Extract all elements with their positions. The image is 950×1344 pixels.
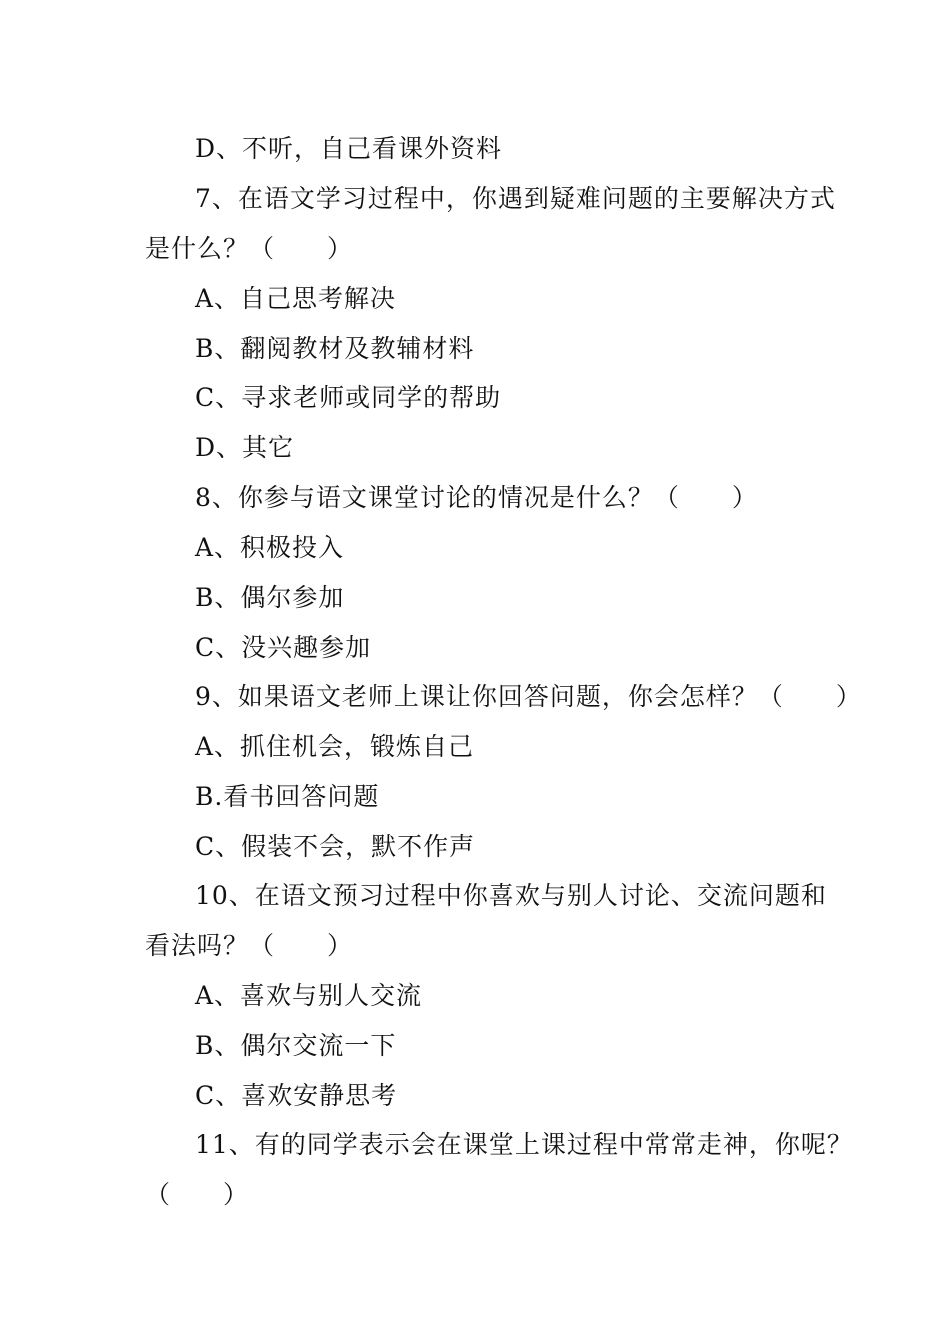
option-a-q10: A、喜欢与别人交流 bbox=[195, 981, 423, 1010]
option-d-q6: D、不听，自己看课外资料 bbox=[195, 134, 503, 163]
question-10-continued: 看法吗？（ ） bbox=[145, 931, 354, 960]
option-a-q8: A、积极投入 bbox=[195, 533, 345, 562]
option-d-q7: D、其它 bbox=[195, 433, 295, 462]
option-c-q9: C、假装不会，默不作声 bbox=[195, 832, 476, 861]
option-b-q9: B.看书回答问题 bbox=[195, 782, 380, 811]
option-c-q7: C、寻求老师或同学的帮助 bbox=[195, 383, 502, 412]
question-8: 8、你参与语文课堂讨论的情况是什么？（ ） bbox=[195, 483, 758, 512]
option-c-q10: C、喜欢安静思考 bbox=[195, 1081, 398, 1110]
option-b-q8: B、偶尔参加 bbox=[195, 583, 345, 612]
question-10: 10、在语文预习过程中你喜欢与别人讨论、交流问题和 bbox=[195, 881, 827, 910]
option-a-q7: A、自己思考解决 bbox=[195, 284, 397, 313]
question-9: 9、如果语文老师上课让你回答问题，你会怎样？（ ） bbox=[195, 682, 862, 711]
option-b-q10: B、偶尔交流一下 bbox=[195, 1031, 397, 1060]
option-a-q9: A、抓住机会，锻炼自己 bbox=[195, 732, 475, 761]
question-7: 7、在语文学习过程中，你遇到疑难问题的主要解决方式 bbox=[195, 184, 836, 213]
question-7-continued: 是什么？（ ） bbox=[145, 234, 354, 263]
option-c-q8: C、没兴趣参加 bbox=[195, 633, 372, 662]
question-11-continued: （ ） bbox=[145, 1180, 250, 1209]
option-b-q7: B、翻阅教材及教辅材料 bbox=[195, 334, 475, 363]
question-11: 11、有的同学表示会在课堂上课过程中常常走神，你呢？ bbox=[195, 1130, 853, 1159]
